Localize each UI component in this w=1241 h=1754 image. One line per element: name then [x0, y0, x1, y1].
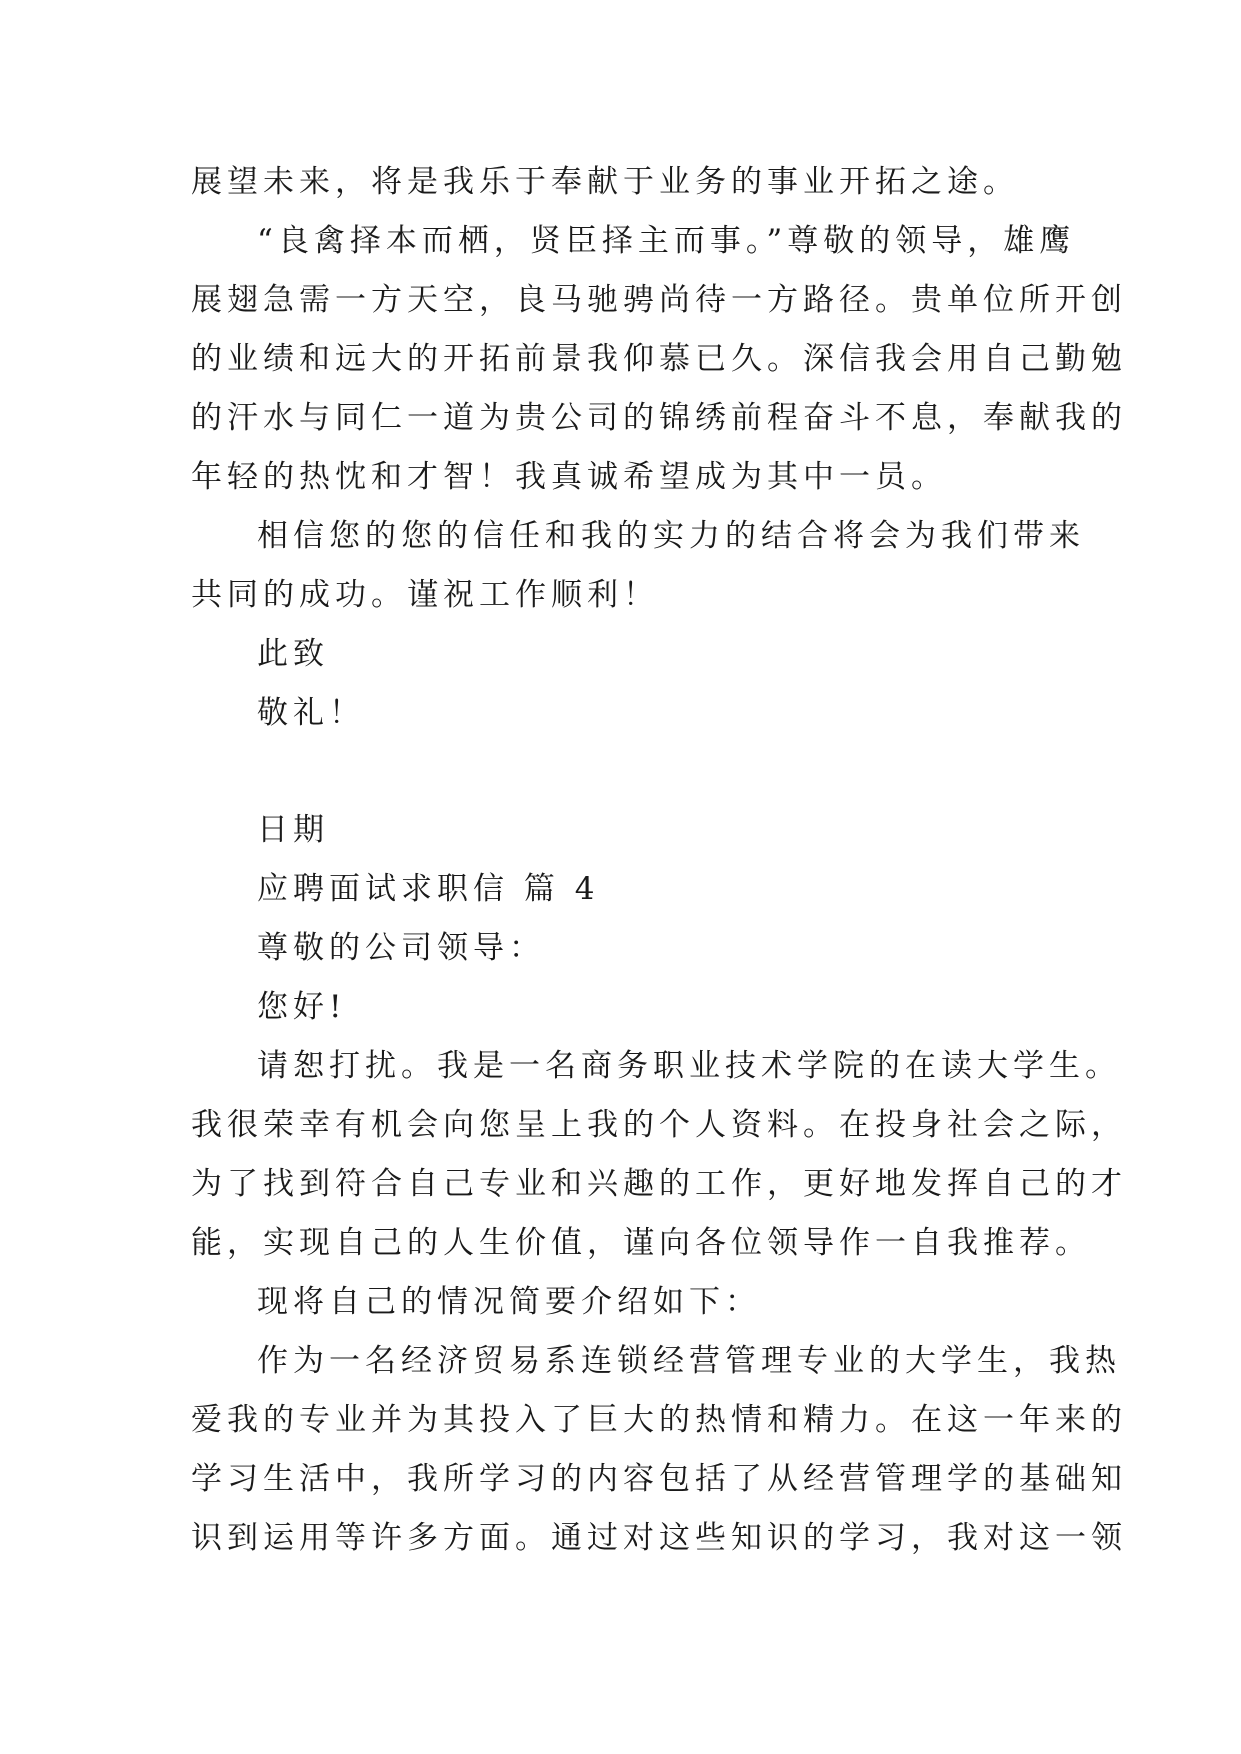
text-line: 能，实现自己的人生价值，谨向各位领导作一自我推荐。	[191, 1225, 1091, 1261]
letter-hello: 您好!	[257, 989, 347, 1025]
text-line: 展望未来，将是我乐于奉献于业务的事业开拓之途。	[191, 164, 1019, 200]
text-line: 相信您的您的信任和我的实力的结合将会为我们带来	[257, 518, 1085, 554]
closing-salutation: 此致	[257, 636, 329, 672]
text-line: 为了找到符合自己专业和兴趣的工作，更好地发挥自己的才	[191, 1166, 1127, 1202]
text-line: 年轻的热忱和才智！我真诚希望成为其中一员。	[191, 459, 947, 495]
text-line: 现将自己的情况简要介绍如下：	[257, 1284, 761, 1320]
text-line: 展翅急需一方天空，良马驰骋尚待一方路径。贵单位所开创	[191, 282, 1127, 318]
text-line: “良禽择本而栖，贤臣择主而事。”尊敬的领导，雄鹰	[257, 223, 1076, 259]
text-line: 学习生活中，我所学习的内容包括了从经营管理学的基础知	[191, 1461, 1127, 1497]
section-heading: 应聘面试求职信 篇 4	[257, 871, 600, 907]
text-line: 作为一名经济贸易系连锁经营管理专业的大学生，我热	[257, 1343, 1121, 1379]
text-line: 爱我的专业并为其投入了巨大的热情和精力。在这一年来的	[191, 1402, 1127, 1438]
text-line: 的业绩和远大的开拓前景我仰慕已久。深信我会用自己勤勉	[191, 341, 1127, 377]
text-line: 请恕打扰。我是一名商务职业技术学院的在读大学生。	[257, 1048, 1121, 1084]
date-label: 日期	[257, 812, 329, 848]
text-line: 的汗水与同仁一道为贵公司的锦绣前程奋斗不息，奉献我的	[191, 400, 1127, 436]
text-line: 共同的成功。谨祝工作顺利！	[191, 577, 659, 613]
text-line: 我很荣幸有机会向您呈上我的个人资料。在投身社会之际，	[191, 1107, 1127, 1143]
text-line: 识到运用等许多方面。通过对这些知识的学习，我对这一领	[191, 1520, 1127, 1556]
letter-greeting: 尊敬的公司领导：	[257, 930, 545, 966]
closing-regards: 敬礼！	[257, 695, 365, 731]
